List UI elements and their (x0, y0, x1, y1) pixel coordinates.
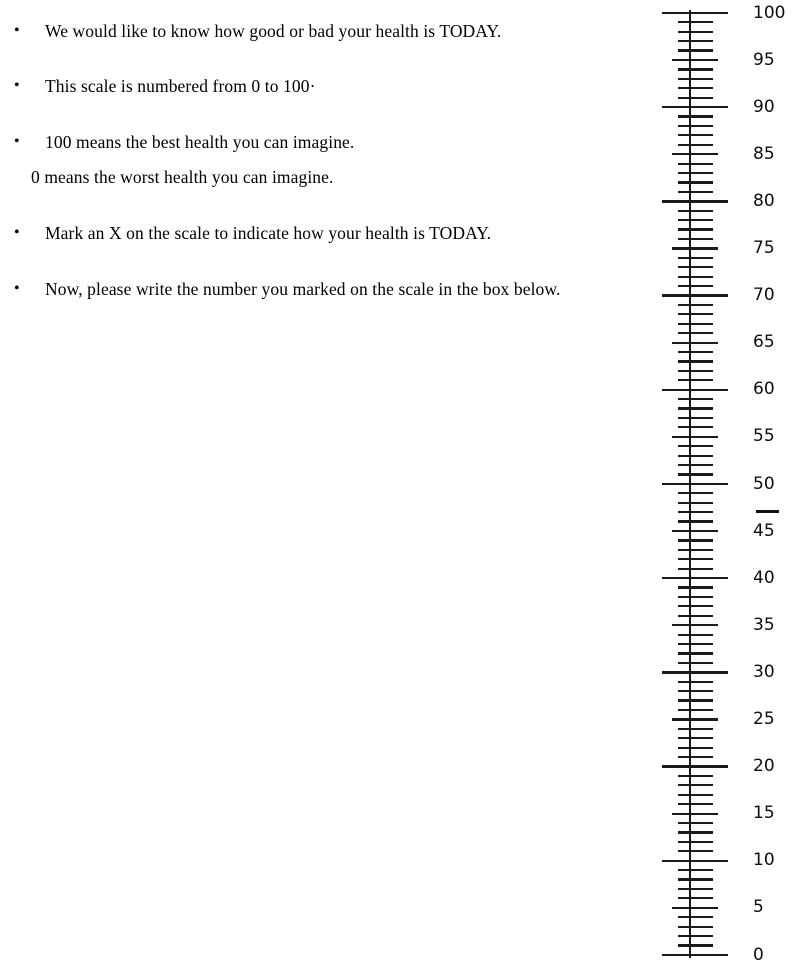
scale-tick-73 (678, 266, 713, 268)
scale-tick-13 (678, 831, 713, 833)
instruction-text: 100 means the best health you can imagine. (45, 132, 355, 152)
scale-tick-64 (678, 351, 713, 353)
scale-tick-59 (678, 398, 713, 400)
scale-tick-71 (678, 285, 713, 287)
scale-tick-77 (678, 228, 713, 230)
scale-tick-70 (662, 294, 728, 296)
scale-tick-100 (662, 12, 728, 14)
scale-tick-44 (678, 539, 713, 541)
scale-tick-75 (672, 247, 718, 249)
scale-tick-54 (678, 445, 713, 447)
scale-tick-65 (672, 342, 718, 344)
scale-tick-37 (678, 605, 713, 607)
scale-tick-11 (678, 850, 713, 852)
scale-tick-31 (678, 662, 713, 664)
scale-tick-1 (678, 944, 713, 946)
scale-tick-6 (678, 897, 713, 899)
scale-tick-97 (678, 40, 713, 42)
scale-tick-9 (678, 869, 713, 871)
scale-tick-28 (678, 690, 713, 692)
scale-tick-58 (678, 407, 713, 409)
bullet-icon: • (14, 280, 20, 297)
bullet-icon: • (14, 22, 20, 39)
scale-tick-24 (678, 728, 713, 730)
scale-tick-76 (678, 238, 713, 240)
scale-tick-85 (672, 153, 718, 155)
scale-tick-74 (678, 257, 713, 259)
scale-tick-47 (678, 511, 713, 513)
scale-tick-60 (662, 389, 728, 391)
scale-tick-86 (678, 144, 713, 146)
scale-tick-26 (678, 709, 713, 711)
scale-tick-57 (678, 417, 713, 419)
scale-tick-89 (678, 115, 713, 117)
scale-tick-95 (672, 59, 718, 61)
scale-tick-91 (678, 97, 713, 99)
scale-tick-48 (678, 502, 713, 504)
bullet-icon: • (14, 133, 20, 150)
scale-tick-53 (678, 455, 713, 457)
scale-tick-96 (678, 49, 713, 51)
scale-tick-7 (678, 888, 713, 890)
scale-tick-99 (678, 21, 713, 23)
scale-tick-41 (678, 568, 713, 570)
scale-label-25: 25 (753, 709, 775, 729)
scale-tick-8 (678, 878, 713, 880)
scale-tick-46 (678, 520, 713, 522)
scale-tick-25 (672, 718, 718, 720)
scale-tick-39 (678, 586, 713, 588)
scale-label-15: 15 (753, 803, 775, 824)
scale-tick-81 (678, 191, 713, 193)
scale-label-55: 55 (753, 426, 775, 447)
scale-tick-34 (678, 634, 713, 636)
scale-tick-16 (678, 803, 713, 805)
scale-tick-87 (678, 134, 713, 136)
scale-tick-93 (678, 78, 713, 80)
scale-tick-78 (678, 219, 713, 221)
scale-tick-29 (678, 681, 713, 683)
scale-tick-17 (678, 794, 713, 796)
scale-tick-55 (672, 436, 718, 438)
scale-label-5: 5 (753, 897, 764, 918)
scale-annotation-dash (756, 510, 779, 513)
vas-scale[interactable] (650, 0, 798, 972)
scale-tick-38 (678, 596, 713, 598)
scale-label-70: 70 (753, 285, 775, 306)
bullet-icon: • (14, 77, 20, 94)
scale-tick-92 (678, 87, 713, 89)
scale-tick-32 (678, 652, 713, 654)
scale-tick-36 (678, 615, 713, 617)
scale-tick-40 (662, 577, 728, 579)
scale-tick-18 (678, 784, 713, 786)
scale-tick-42 (678, 558, 713, 560)
scale-tick-22 (678, 747, 713, 749)
scale-label-30: 30 (753, 661, 775, 682)
scale-label-60: 60 (753, 379, 775, 400)
scale-tick-56 (678, 426, 713, 428)
scale-label-40: 40 (753, 567, 775, 588)
scale-tick-84 (678, 163, 713, 165)
scale-tick-33 (678, 643, 713, 645)
scale-tick-94 (678, 68, 713, 70)
scale-tick-12 (678, 841, 713, 843)
scale-tick-30 (662, 671, 728, 673)
scale-tick-27 (678, 699, 713, 701)
scale-tick-23 (678, 737, 713, 739)
instruction-text: Now, please write the number you marked on the scale in the box below. (45, 279, 561, 299)
instruction-text: We would like to know how good or bad your health is TODAY. (45, 21, 502, 41)
scale-tick-90 (662, 106, 728, 108)
scale-tick-3 (678, 926, 713, 928)
instruction-text: This scale is numbered from 0 to 100· (45, 76, 316, 96)
scale-tick-50 (662, 483, 728, 485)
scale-tick-67 (678, 323, 713, 325)
scale-label-35: 35 (753, 614, 775, 635)
scale-tick-5 (672, 907, 718, 909)
scale-label-85: 85 (753, 143, 775, 164)
instruction-subtext: 0 means the worst health you can imagine. (31, 167, 334, 187)
scale-tick-83 (678, 172, 713, 174)
scale-tick-4 (678, 916, 713, 918)
scale-tick-98 (678, 31, 713, 33)
scale-tick-49 (678, 492, 713, 494)
scale-tick-35 (672, 624, 718, 626)
scale-tick-19 (678, 775, 713, 777)
scale-label-80: 80 (753, 190, 775, 211)
scale-tick-10 (662, 860, 728, 862)
scale-tick-79 (678, 210, 713, 212)
scale-label-95: 95 (753, 49, 775, 70)
scale-tick-82 (678, 181, 713, 183)
scale-tick-66 (678, 332, 713, 334)
scale-tick-51 (678, 473, 713, 475)
scale-tick-21 (678, 756, 713, 758)
scale-label-100: 100 (753, 2, 786, 23)
scale-tick-68 (678, 313, 713, 315)
scale-tick-72 (678, 276, 713, 278)
scale-tick-61 (678, 379, 713, 381)
scale-label-0: 0 (753, 944, 764, 965)
scale-tick-0 (662, 954, 728, 956)
scale-label-10: 10 (753, 850, 775, 871)
scale-tick-63 (678, 360, 713, 362)
scale-tick-2 (678, 935, 713, 937)
scale-tick-62 (678, 370, 713, 372)
scale-tick-14 (678, 822, 713, 824)
scale-label-75: 75 (753, 238, 775, 258)
instruction-text: Mark an X on the scale to indicate how your health is TODAY. (45, 223, 492, 243)
scale-tick-43 (678, 549, 713, 551)
scale-tick-69 (678, 304, 713, 306)
scale-label-20: 20 (753, 756, 775, 777)
scale-label-90: 90 (753, 96, 775, 117)
scale-label-65: 65 (753, 332, 775, 353)
scale-label-50: 50 (753, 473, 775, 494)
scale-tick-15 (672, 813, 718, 815)
bullet-icon: • (14, 224, 20, 241)
scale-tick-52 (678, 464, 713, 466)
scale-tick-80 (662, 200, 728, 202)
scale-tick-88 (678, 125, 713, 127)
scale-tick-45 (672, 530, 718, 532)
scale-label-45: 45 (753, 520, 775, 541)
scale-tick-20 (662, 765, 728, 767)
